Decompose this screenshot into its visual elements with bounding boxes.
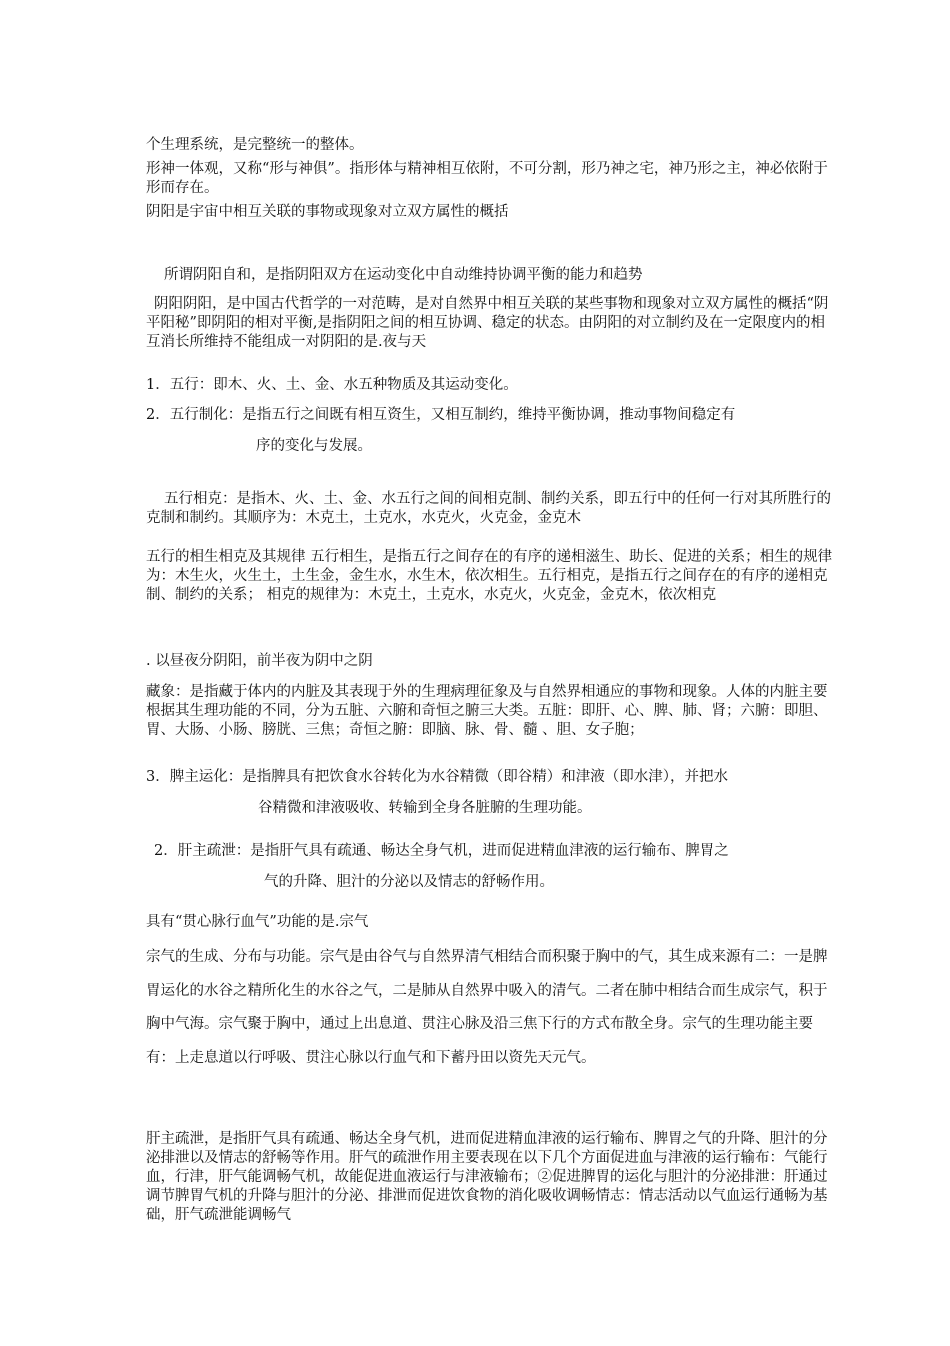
paragraph-five-elements-restraint: 五行相克：是指木、火、土、金、水五行之间的间相克制、制约关系，即五行中的任何一行对其所胜行的克制和制约。其顺序为：木克土，土克水，水克火，火克金，金克木 bbox=[146, 491, 831, 526]
paragraph-zongqi-detail: 宗气的生成、分布与功能。宗气是由谷气与自然界清气相结合而积聚于胸中的气，其生成来源有二：一是脾胃运化的水谷之精所化生的水谷之气，二是肺从自然界中吸入的清气。二者在肺中相结合而生成宗气，积于胸中气海。宗气聚于胸中，通过上出息道、贯注心脉及沿三焦下行的方式布散全身。宗气的生理功能主要有：上走息道以行呼吸、贯注心脉以行血气和下蓄丹田以资先天元气。 bbox=[146, 949, 828, 1066]
paragraph-yinyang-harmony: 所谓阴阳自和，是指阴阳双方在运动变化中自动维持协调平衡的能力和趋势 bbox=[164, 267, 643, 283]
paragraph-zongqi-function: 具有“贯心脉行血气”功能的是.宗气 bbox=[146, 914, 369, 930]
list-item-text-line1: 3．脾主运化：是指脾具有把饮食水谷转化为水谷精微（即谷精）和津液（即水津），并把水 bbox=[146, 769, 728, 785]
list-item-five-elements bbox=[146, 370, 836, 401]
paragraph-yinyang-definition: 阴阳是宇宙中相互关联的事物或现象对立双方属性的概括 bbox=[146, 204, 509, 220]
list-item-text-line1: 2．五行制化：是指五行之间既有相互资生，又相互制约，维持平衡协调，推动事物间稳定有 bbox=[146, 407, 736, 423]
paragraph-zangxiang: 藏象：是指藏于体内的内脏及其表现于外的生理病理征象及与自然界相通应的事物和现象。人体的内脏主要根据其生理功能的不同，分为五脏、六腑和奇恒之腑三大类。五脏：即肝、心、脾、肺、肾；六腑：即胆、胃、大肠、小肠、膀胱、三焦；奇恒之腑：即脑、脉、骨、髓 、胆、女子胞； bbox=[146, 684, 828, 738]
paragraph-whole-body: 个生理系统，是完整统一的整体。 bbox=[146, 137, 364, 153]
list-item-five-elements-regulation bbox=[146, 400, 836, 462]
paragraph-generation-restraint-rules: 五行的相生相克及其规律 五行相生，是指五行之间存在的有序的递相滋生、助长、促进的关系；相生的规律为：木生火，火生土，土生金，金生水，水生木，依次相生。五行相克，是指五行之间存在的有序的递相克制、制约的关系； 相克的规律为：木克土，土克水，水克火，火克金，金克木，依次相克 bbox=[146, 549, 833, 603]
list-item-spleen-transport bbox=[146, 762, 836, 824]
list-item-text-line2: 谷精微和津液吸收、转输到全身各脏腑的生理功能。 bbox=[258, 800, 592, 816]
list-item-text-line2: 气的升降、胆汁的分泌以及情志的舒畅作用。 bbox=[264, 874, 554, 890]
list-item-text-line1: 2．肝主疏泄：是指肝气具有疏通、畅达全身气机，进而促进精血津液的运行输布、脾胃之 bbox=[154, 843, 729, 859]
list-item-text: 1．五行：即木、火、土、金、水五种物质及其运动变化。 bbox=[146, 377, 518, 393]
paragraph-liver-detail: 肝主疏泄，是指肝气具有疏通、畅达全身气机，进而促进精血津液的运行输布、脾胃之气的升降、胆汁的分泌排泄以及情志的舒畅等作用。肝气的疏泄作用主要表现在以下几个方面促进血与津液的运行输布：气能行血，行津，肝气能调畅气机，故能促进血液运行与津液输布；②促进脾胃的运化与胆汁的分泌排泄：肝通过调节脾胃气机的升降与胆汁的分泌、排泄而促进饮食物的消化吸收调畅情志：情志活动以气血运行通畅为基础，肝气疏泄能调畅气 bbox=[146, 1131, 828, 1223]
paragraph-form-spirit: 形神一体观，又称“形与神俱”。指形体与精神相互依附，不可分割，形乃神之宅，神乃形之主，神必依附于形而存在。 bbox=[146, 161, 828, 196]
paragraph-day-night-yinyang: . 以昼夜分阴阳，前半夜为阴中之阴 bbox=[146, 653, 373, 669]
paragraph-yinyang-concept: 阴阳阴阳，是中国古代哲学的一对范畴，是对自然界中相互关联的某些事物和现象对立双方属性的概括“阴平阳秘”即阴阳的相对平衡,是指阴阳之间的相互协调、稳定的状态。由阴阳的对立制约及在一定限度内的相互消长所维持不能组成一对阴阳的是.夜与天 bbox=[146, 296, 829, 350]
list-item-liver-dispersion bbox=[154, 836, 836, 898]
list-item-text-line2: 序的变化与发展。 bbox=[256, 438, 372, 454]
